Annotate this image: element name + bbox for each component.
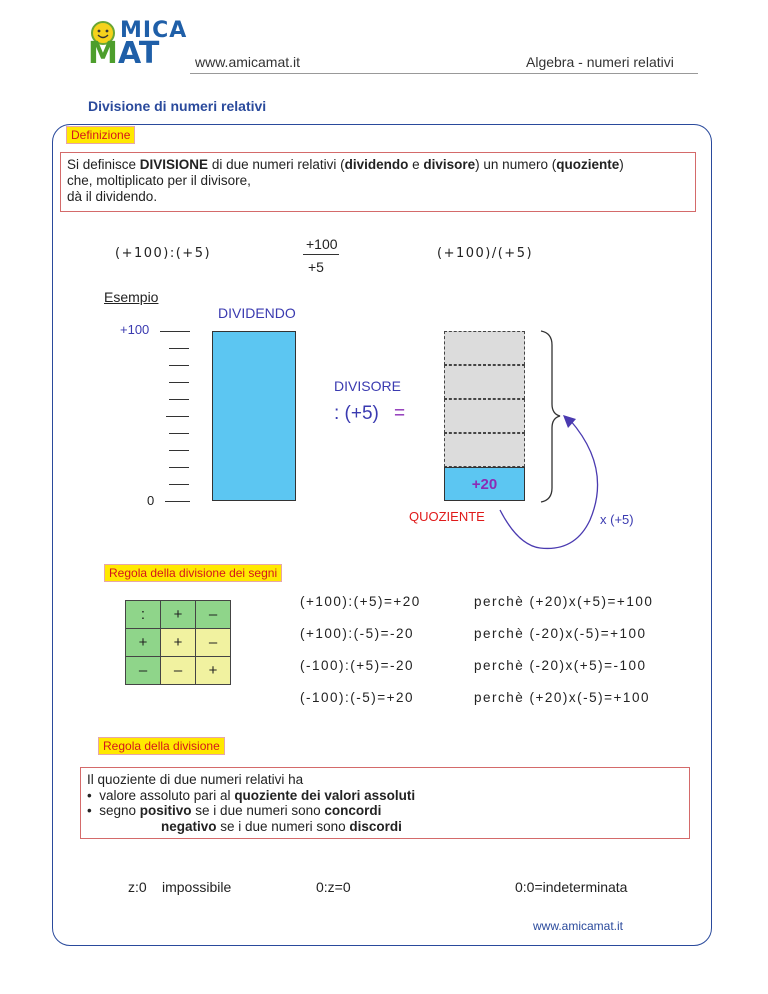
- case-zero-divisor-note: impossibile: [162, 879, 232, 895]
- rule-reason: perchè (+20)x(-5)=+100: [474, 690, 650, 705]
- def-text: ): [619, 157, 624, 172]
- rule-term: quoziente dei valori assoluti: [234, 787, 416, 803]
- table-cell: +: [126, 629, 161, 657]
- multiply-label: x (+5): [600, 512, 634, 527]
- rule-term: positivo: [139, 803, 192, 818]
- divisor-value: : (+5): [334, 403, 379, 424]
- divisor-label: DIVISORE: [334, 378, 401, 394]
- rule-bullet-1: • valore assoluto pari al quoziente dei valori assoluti: [87, 787, 416, 803]
- arrow-head-icon: [563, 415, 576, 428]
- logo-m-letter: M: [88, 36, 118, 71]
- case-zero-divisor: z:0: [128, 879, 147, 895]
- def-term: quoziente: [556, 157, 620, 172]
- table-row: [126, 657, 231, 685]
- case-zero-zero: 0:0=indeterminata: [515, 879, 628, 895]
- rule-text: valore assoluto pari al: [99, 787, 235, 803]
- quotient-pointer: [500, 420, 598, 548]
- table-cell: –: [196, 601, 231, 629]
- def-term: dividendo: [344, 157, 409, 172]
- table-cell: –: [126, 657, 161, 685]
- rule-bullet-3: [87, 819, 683, 835]
- quotient-label: QUOZIENTE: [409, 509, 485, 524]
- notation-frac-num: +100: [306, 236, 338, 252]
- definition-line-2: che, moltiplicato per il divisore,: [67, 173, 251, 188]
- header-topic: Algebra - numeri relativi: [526, 54, 674, 70]
- rule-expr: (-100):(+5)=-20: [300, 658, 415, 673]
- right-brace: [541, 331, 560, 502]
- rule-term: concordi: [324, 803, 382, 818]
- rule-term: discordi: [349, 818, 402, 834]
- definition-tag: Definizione: [66, 126, 135, 144]
- table-row: [126, 629, 231, 657]
- rule-intro: Il quoziente di due numeri relativi ha: [87, 772, 304, 787]
- rule-expr: (+100):(+5)=+20: [300, 594, 421, 609]
- example-label: Esempio: [104, 289, 159, 305]
- scale-bottom-label: 0: [147, 493, 155, 508]
- rule-reason: perchè (-20)x(+5)=-100: [474, 658, 647, 673]
- rule-text: segno: [99, 803, 140, 818]
- division-rule-tag: Regola della divisione: [98, 737, 225, 755]
- page-title: Divisione di numeri relativi: [88, 98, 267, 114]
- def-text: ) un numero (: [475, 157, 557, 172]
- table-cell: +: [161, 629, 196, 657]
- notation-frac-den: +5: [308, 259, 324, 275]
- dividend-label: DIVIDENDO: [218, 305, 296, 321]
- case-zero-dividend: 0:z=0: [316, 879, 351, 895]
- scale-top-label: +100: [120, 322, 150, 337]
- rule-text: se i due numeri sono: [216, 818, 350, 834]
- notation-colon: (+100):(+5): [115, 246, 212, 261]
- logo-top-text: MICA: [120, 18, 188, 43]
- table-cell: –: [196, 629, 231, 657]
- header-website[interactable]: www.amicamat.it: [195, 54, 301, 70]
- table-cell: :: [126, 601, 161, 629]
- equals-sign: =: [394, 403, 406, 424]
- table-cell: +: [161, 601, 196, 629]
- sign-table: [125, 600, 231, 685]
- def-text: di due numeri relativi (: [208, 157, 345, 172]
- definition-line-3: dà il dividendo.: [67, 189, 158, 204]
- def-term: divisore: [423, 157, 476, 172]
- def-term: DIVISIONE: [139, 157, 209, 172]
- logo-bottom-text: AT: [118, 36, 160, 71]
- table-cell: +: [196, 657, 231, 685]
- division-rule-box: [80, 767, 690, 839]
- notation-slash: (+100)/(+5): [437, 246, 534, 261]
- footer-website[interactable]: www.amicamat.it: [533, 919, 624, 933]
- rule-reason: perchè (+20)x(+5)=+100: [474, 594, 654, 609]
- rule-text: se i due numeri sono: [191, 803, 325, 818]
- def-text: e: [408, 157, 424, 172]
- def-text: Si definisce: [67, 157, 140, 172]
- rule-expr: (+100):(-5)=-20: [300, 626, 415, 641]
- table-row: [126, 601, 231, 629]
- table-cell: –: [161, 657, 196, 685]
- rule-expr: (-100):(-5)=+20: [300, 690, 415, 705]
- quotient-value: +20: [471, 476, 498, 493]
- rule-term: negativo: [161, 818, 217, 834]
- sign-rule-tag: Regola della divisione dei segni: [104, 564, 282, 582]
- rule-reason: perchè (-20)x(-5)=+100: [474, 626, 647, 641]
- rule-bullet-2: • segno positivo se i due numeri sono concordi: [87, 803, 382, 818]
